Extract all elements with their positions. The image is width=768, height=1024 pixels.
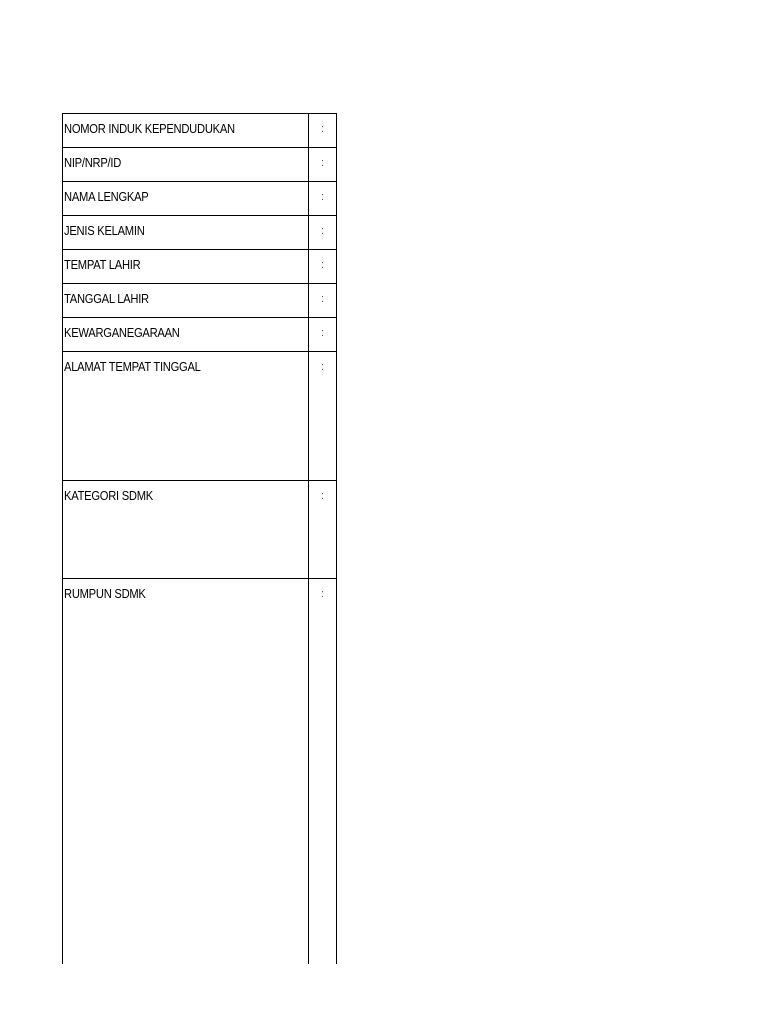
field-label-full-name: NAMA LENGKAP — [63, 182, 309, 216]
field-label-gender: JENIS KELAMIN — [63, 216, 309, 250]
form-row-nik — [63, 114, 337, 148]
form-row-full-name — [63, 182, 337, 216]
field-separator: : — [309, 318, 337, 352]
form-row-sdmk-category — [63, 481, 337, 579]
form-row-citizenship — [63, 318, 337, 352]
field-separator: : — [309, 148, 337, 182]
field-label-address: ALAMAT TEMPAT TINGGAL — [63, 352, 309, 481]
field-separator: : — [309, 216, 337, 250]
form-row-birthdate — [63, 284, 337, 318]
field-label-nip: NIP/NRP/ID — [63, 148, 309, 182]
field-separator: : — [309, 114, 337, 148]
field-separator: : — [309, 352, 337, 481]
field-label-sdmk-category: KATEGORI SDMK — [63, 481, 309, 579]
field-label-sdmk-group: RUMPUN SDMK — [63, 579, 309, 965]
form-row-address — [63, 352, 337, 481]
field-label-citizenship: KEWARGANEGARAAN — [63, 318, 309, 352]
field-separator: : — [309, 481, 337, 579]
form-row-sdmk-group — [63, 579, 337, 965]
field-label-nik: NOMOR INDUK KEPENDUDUKAN — [63, 114, 309, 148]
field-label-birthdate: TANGGAL LAHIR — [63, 284, 309, 318]
field-separator: : — [309, 579, 337, 965]
form-row-birthplace — [63, 250, 337, 284]
field-label-birthplace: TEMPAT LAHIR — [63, 250, 309, 284]
field-separator: : — [309, 250, 337, 284]
form-row-gender — [63, 216, 337, 250]
field-separator: : — [309, 284, 337, 318]
identity-form-table — [62, 113, 337, 964]
form-row-nip — [63, 148, 337, 182]
field-separator: : — [309, 182, 337, 216]
